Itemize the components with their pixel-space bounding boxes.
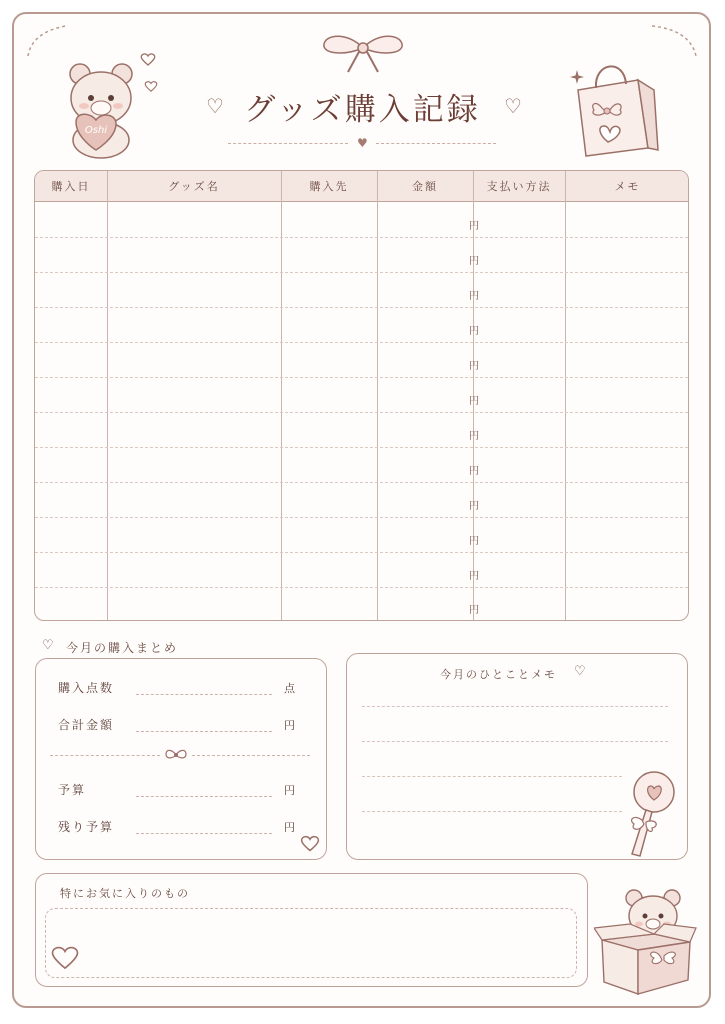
row-divider — [35, 272, 688, 273]
favorite-input-area[interactable] — [45, 908, 577, 978]
heart-wand-icon — [616, 768, 682, 860]
favorite-heart-icon — [50, 944, 80, 970]
summary-divider-left — [50, 755, 160, 756]
corner-heart-icon — [300, 834, 320, 852]
header-payment: 支払い方法 — [486, 180, 552, 193]
divider-heart-icon: ♥ — [357, 136, 368, 150]
row-divider — [35, 237, 688, 238]
budget-unit: 円 — [284, 784, 295, 797]
row-divider — [35, 307, 688, 308]
small-heart-icon — [140, 52, 156, 66]
header-date: 購入日 — [51, 180, 91, 193]
row-divider — [35, 342, 688, 343]
yen-unit: 円 — [469, 571, 479, 582]
header-shop: 購入先 — [309, 180, 349, 193]
total-unit: 円 — [284, 719, 295, 732]
table-header — [35, 171, 688, 202]
yen-unit: 円 — [469, 221, 479, 232]
summary-section-label: 今月の購入まとめ — [66, 641, 179, 655]
count-unit: 点 — [284, 682, 295, 695]
row-divider — [35, 482, 688, 483]
ribbon-bow-icon — [318, 28, 408, 76]
header-goods-name: グッズ名 — [168, 180, 220, 193]
yen-unit: 円 — [469, 361, 479, 372]
bear-in-box-icon — [594, 884, 698, 996]
yen-unit: 円 — [469, 466, 479, 477]
remaining-unit: 円 — [284, 821, 295, 834]
sparkle-icon — [570, 70, 584, 84]
corner-dash-left-icon — [26, 22, 70, 58]
remaining-label: 残り予算 — [58, 820, 115, 834]
yen-unit: 円 — [469, 326, 479, 337]
remaining-line — [136, 833, 272, 834]
summary-heart-icon: ♡ — [42, 638, 56, 653]
title-heart-right-icon: ♡ — [504, 94, 522, 118]
yen-unit: 円 — [469, 605, 479, 616]
favorite-label: 特にお気に入りのもの — [60, 887, 190, 900]
yen-unit: 円 — [469, 431, 479, 442]
total-line — [136, 731, 272, 732]
heart-oshi-label: Oshi — [84, 125, 108, 136]
title-divider-left — [228, 143, 348, 144]
summary-divider-right — [192, 755, 310, 756]
header-memo: メモ — [614, 180, 641, 193]
row-divider — [35, 377, 688, 378]
header-price: 金額 — [412, 180, 438, 193]
purchase-table — [34, 170, 689, 621]
row-divider — [35, 552, 688, 553]
budget-line — [136, 796, 272, 797]
count-line — [136, 694, 272, 695]
row-divider — [35, 517, 688, 518]
row-divider — [35, 587, 688, 588]
memo-label: 今月のひとことメモ — [440, 668, 557, 681]
yen-unit: 円 — [469, 291, 479, 302]
title-divider-right — [376, 143, 496, 144]
memo-heart-icon: ♡ — [574, 664, 588, 679]
yen-unit: 円 — [469, 536, 479, 547]
memo-line[interactable] — [362, 706, 668, 707]
yen-unit: 円 — [469, 256, 479, 267]
memo-line[interactable] — [362, 741, 668, 742]
row-divider — [35, 447, 688, 448]
yen-unit: 円 — [469, 501, 479, 512]
count-label: 購入点数 — [58, 681, 115, 695]
budget-label: 予算 — [58, 783, 87, 797]
page-title: グッズ購入記録 — [244, 92, 481, 128]
row-divider — [35, 412, 688, 413]
total-label: 合計金額 — [58, 718, 115, 732]
yen-unit: 円 — [469, 396, 479, 407]
title-heart-left-icon: ♡ — [206, 94, 224, 118]
memo-line[interactable] — [362, 811, 622, 812]
memo-line[interactable] — [362, 776, 622, 777]
small-bow-icon — [164, 748, 188, 762]
